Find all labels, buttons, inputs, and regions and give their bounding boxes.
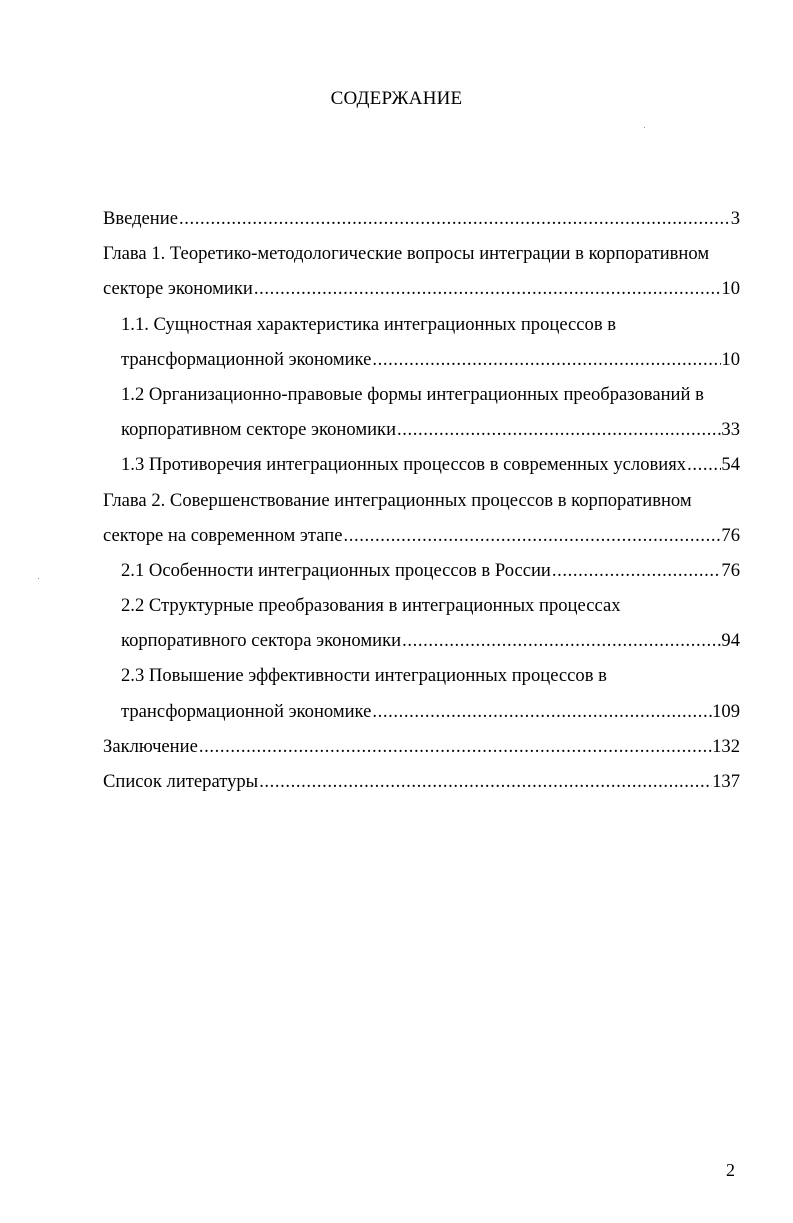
toc-entry-bibliography[interactable] xyxy=(103,764,740,799)
toc-entry-title: корпоративном секторе экономики xyxy=(121,419,397,441)
toc-entry-section-2-2[interactable] xyxy=(103,588,740,623)
toc-entry-section-1-1[interactable] xyxy=(103,307,740,342)
toc-entry-section-1-1-cont[interactable] xyxy=(103,342,740,377)
toc-entry-section-2-3[interactable] xyxy=(103,658,740,693)
table-of-contents xyxy=(103,201,740,799)
toc-entry-section-1-2-cont[interactable] xyxy=(103,412,740,447)
toc-entry-title: 1.3 Противоречия интеграционных процессов в современных условиях xyxy=(121,454,687,476)
toc-entry-title: Глава 1. Теоретико-методологические вопросы интеграции в корпоративном xyxy=(103,243,710,265)
toc-leader-dots xyxy=(372,694,712,729)
toc-entry-title: 1.2 Организационно-правовые формы интеграционных преобразований в xyxy=(121,383,704,405)
toc-leader-dots xyxy=(397,412,721,447)
page-number: 2 xyxy=(726,1160,735,1180)
toc-entry-conclusion[interactable] xyxy=(103,729,740,764)
toc-entry-title: Заключение xyxy=(103,735,198,757)
toc-entry-title: 2.3 Повышение эффективности интеграционных процессов в xyxy=(121,665,607,687)
toc-leader-dots xyxy=(259,764,712,799)
toc-leader-dots xyxy=(687,447,721,482)
toc-entry-title: Введение xyxy=(103,208,178,229)
toc-entry-section-2-2-cont[interactable] xyxy=(103,623,740,658)
toc-page-number: 3 xyxy=(730,208,740,229)
scan-speck xyxy=(38,578,39,579)
toc-leader-dots xyxy=(179,201,731,236)
toc-page-number: 132 xyxy=(712,735,740,757)
toc-page-number: 76 xyxy=(721,559,740,581)
toc-entry-section-1-2[interactable] xyxy=(103,377,740,412)
toc-entry-chapter-2[interactable] xyxy=(103,483,740,518)
toc-entry-title: 2.1 Особенности интеграционных процессов в России xyxy=(121,559,551,581)
toc-entry-title: секторе на современном этапе xyxy=(103,524,343,546)
toc-leader-dots xyxy=(199,729,712,764)
toc-entry-title: 2.2 Структурные преобразования в интеграционных процессах xyxy=(121,595,621,617)
toc-leader-dots xyxy=(402,623,721,658)
toc-entry-section-2-1[interactable] xyxy=(103,553,740,588)
toc-page-number: 10 xyxy=(721,278,740,300)
toc-entry-title: 1.1. Сущностная характеристика интеграционных процессов в xyxy=(121,313,617,335)
toc-leader-dots xyxy=(372,342,721,377)
toc-page-number: 10 xyxy=(721,348,740,370)
page-title: СОДЕРЖАНИЕ xyxy=(330,88,463,109)
toc-entry-chapter-2-cont[interactable] xyxy=(103,518,740,553)
toc-entry-section-1-3[interactable] xyxy=(103,447,740,482)
toc-page-number: 137 xyxy=(712,771,740,792)
toc-entry-title: корпоративного сектора экономики xyxy=(121,630,402,652)
toc-page-number: 109 xyxy=(712,700,740,722)
toc-entry-title: Список литературы xyxy=(103,771,259,792)
toc-entry-introduction[interactable] xyxy=(103,201,740,236)
toc-page-number: 94 xyxy=(721,630,740,652)
toc-leader-dots xyxy=(552,553,722,588)
toc-entry-chapter-1[interactable] xyxy=(103,236,740,271)
toc-entry-section-2-3-cont[interactable] xyxy=(103,694,740,729)
toc-page-number: 54 xyxy=(721,454,740,476)
toc-entry-title: секторе экономики xyxy=(103,278,253,300)
toc-leader-dots xyxy=(343,518,721,553)
toc-entry-title: трансформационной экономике xyxy=(121,348,372,370)
toc-page-number: 76 xyxy=(721,524,740,546)
toc-entry-title: Глава 2. Совершенствование интеграционных процессов в корпоративном xyxy=(103,489,692,511)
toc-entry-chapter-1-cont[interactable] xyxy=(103,271,740,306)
toc-entry-title: трансформационной экономике xyxy=(121,700,372,722)
toc-leader-dots xyxy=(254,271,722,306)
scan-speck xyxy=(644,127,645,128)
toc-page-number: 33 xyxy=(721,419,740,441)
